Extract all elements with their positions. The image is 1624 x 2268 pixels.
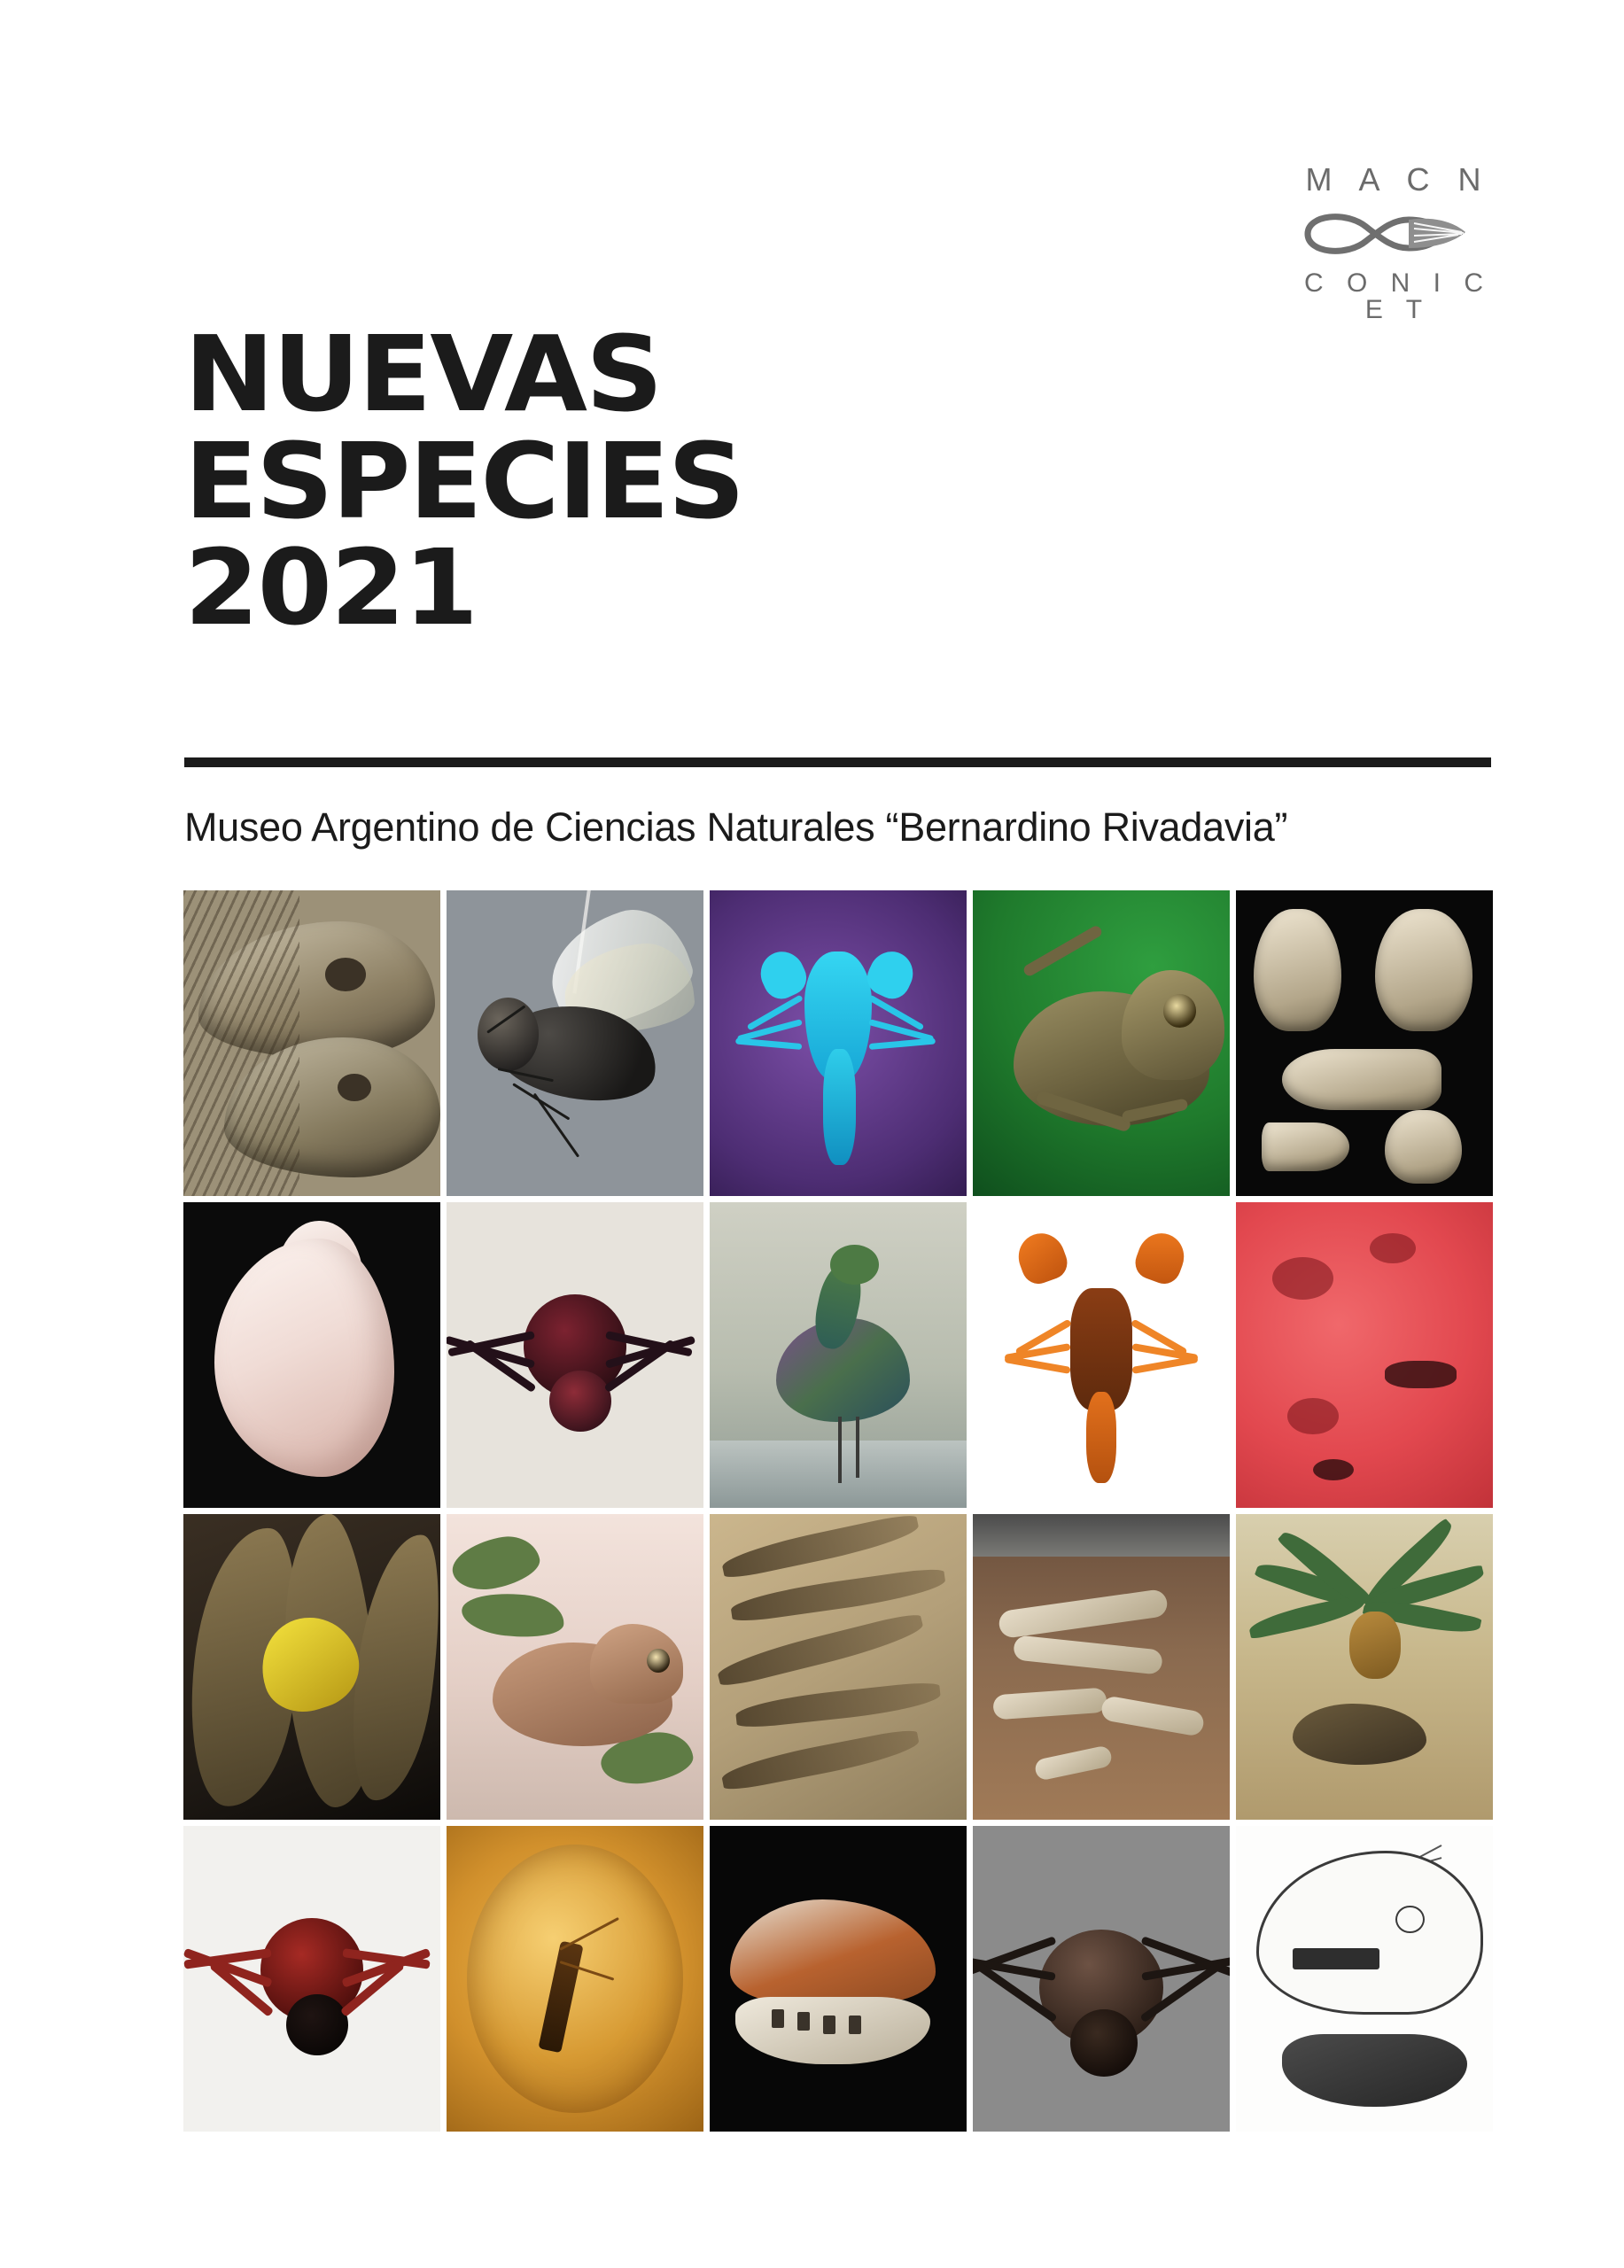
infinity-shell-mark-icon bbox=[1278, 201, 1509, 267]
gallery-item-fossil-fern-leaves-photo bbox=[710, 1514, 967, 1820]
title-line-2: ESPECIES bbox=[184, 419, 744, 542]
gallery-item-blue-scorpion-uv-photo bbox=[710, 890, 967, 1196]
gallery-item-rodent-skulls-specimen-photo bbox=[1236, 890, 1493, 1196]
gallery-item-wading-bird-photo bbox=[710, 1202, 967, 1508]
gallery-item-amber-inclusion-photo bbox=[447, 1826, 703, 2132]
title-line-1: NUEVAS bbox=[184, 313, 662, 435]
title-divider bbox=[184, 757, 1491, 767]
gallery-item-cycad-and-reptile-illustration bbox=[1236, 1514, 1493, 1820]
institution-subtitle: Museo Argentino de Ciencias Naturales “Bernardino Rivadavia” bbox=[184, 804, 1288, 850]
gallery-item-sea-snail-shell-photo bbox=[183, 1202, 440, 1508]
gallery-item-yellow-frog-on-leaves-photo bbox=[183, 1514, 440, 1820]
gallery-item-fossil-excavation-site-photo bbox=[973, 1514, 1230, 1820]
macn-conicet-logo bbox=[1278, 161, 1509, 324]
title-line-3: 2021 bbox=[184, 526, 478, 649]
gallery-item-red-trapdoor-spider-photo bbox=[183, 1826, 440, 2132]
logo-conicet-text: C O N I C E T bbox=[1303, 268, 1491, 324]
gallery-item-large-grey-spider-photo bbox=[973, 1826, 1230, 2132]
logo-macn-text: M A C N bbox=[1305, 161, 1491, 198]
gallery-item-fly-specimen-photo bbox=[447, 890, 703, 1196]
gallery-item-fossil-lizard-illustration bbox=[447, 1514, 703, 1820]
gallery-item-frog-on-green-leaf-photo bbox=[973, 890, 1230, 1196]
gallery-item-mammal-skull-sketch bbox=[1236, 1826, 1493, 2132]
gallery-item-crocodile-skull-illustration bbox=[183, 890, 440, 1196]
species-image-grid bbox=[183, 890, 1493, 2132]
gallery-item-fossil-skull-photo bbox=[710, 1826, 967, 2132]
gallery-item-dark-red-spider-photo bbox=[447, 1202, 703, 1508]
gallery-item-orange-scorpion-photo bbox=[973, 1202, 1230, 1508]
page-title bbox=[184, 313, 1496, 649]
gallery-item-red-tissue-micrograph bbox=[1236, 1202, 1493, 1508]
